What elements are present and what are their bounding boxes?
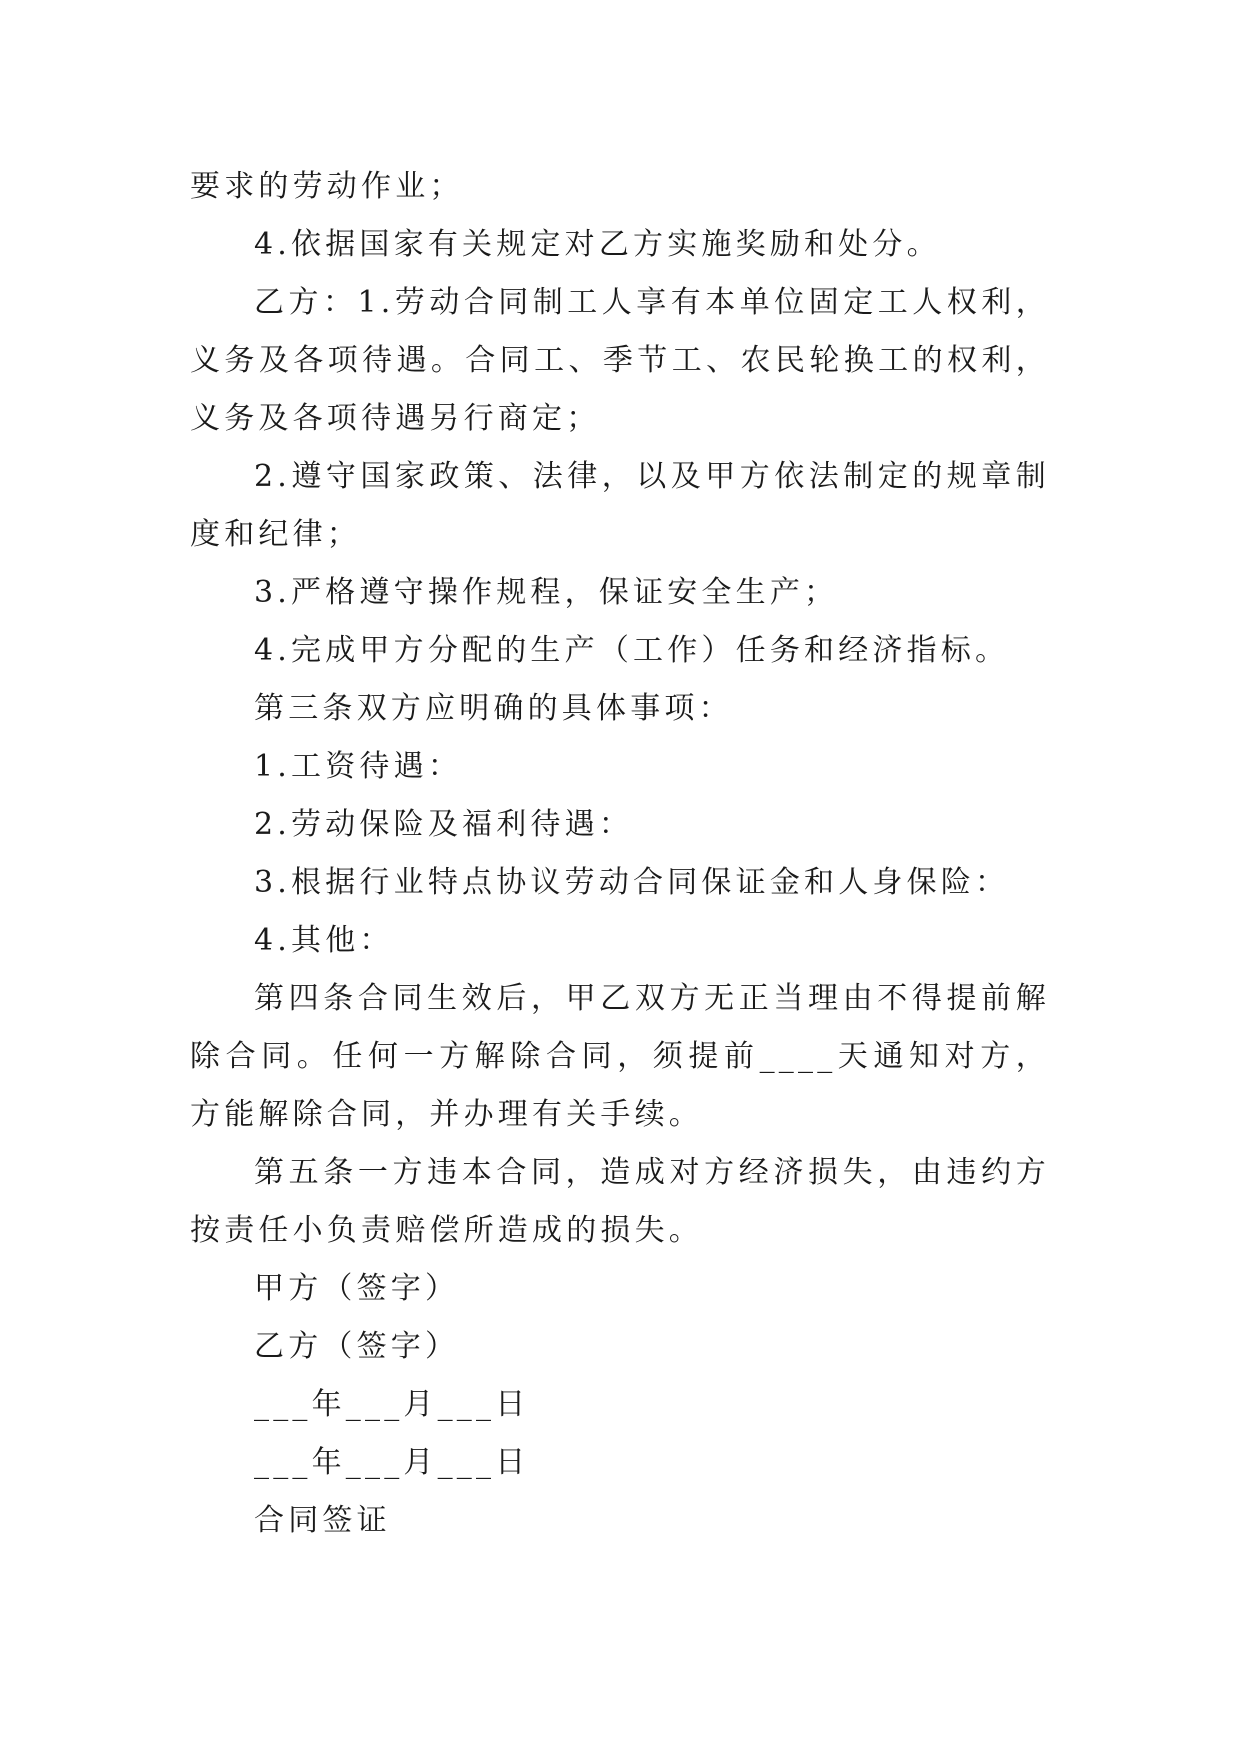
paragraph: 3.根据行业特点协议劳动合同保证金和人身保险： [254,865,1010,900]
document-body [190,158,1050,1550]
paragraph: 第四条合同生效后，甲乙双方无正当理由不得提前解除合同。任何一方解除合同，须提前____天通知对方，方能解除合同，并办理有关手续。 [190,981,1050,1132]
paragraph: 3.严格遵守操作规程，保证安全生产； [254,575,839,610]
date-line: ___年___月___日 [254,1445,530,1480]
paragraph: 4.其他： [254,923,394,958]
paragraph: 4.完成甲方分配的生产（工作）任务和经济指标。 [254,633,1010,668]
paragraph: 1.工资待遇： [254,749,463,784]
paragraph: 4.依据国家有关规定对乙方实施奖励和处分。 [254,227,941,262]
paragraph: 乙方：1.劳动合同制工人享有本单位固定工人权利，义务及各项待遇。合同工、季节工、农民轮换工的权利，义务及各项待遇另行商定； [190,285,1050,436]
paragraph: 要求的劳动作业； [190,169,464,204]
paragraph: 2.劳动保险及福利待遇： [254,807,634,842]
article-heading: 第三条双方应明确的具体事项： [254,691,733,726]
party-b-signature: 乙方（签字） [254,1329,460,1364]
paragraph: 2.遵守国家政策、法律，以及甲方依法制定的规章制度和纪律； [190,459,1050,552]
contract-attestation: 合同签证 [254,1503,391,1538]
party-a-signature: 甲方（签字） [254,1271,460,1306]
date-line: ___年___月___日 [254,1387,530,1422]
paragraph: 第五条一方违本合同，造成对方经济损失，由违约方按责任小负责赔偿所造成的损失。 [190,1155,1050,1248]
